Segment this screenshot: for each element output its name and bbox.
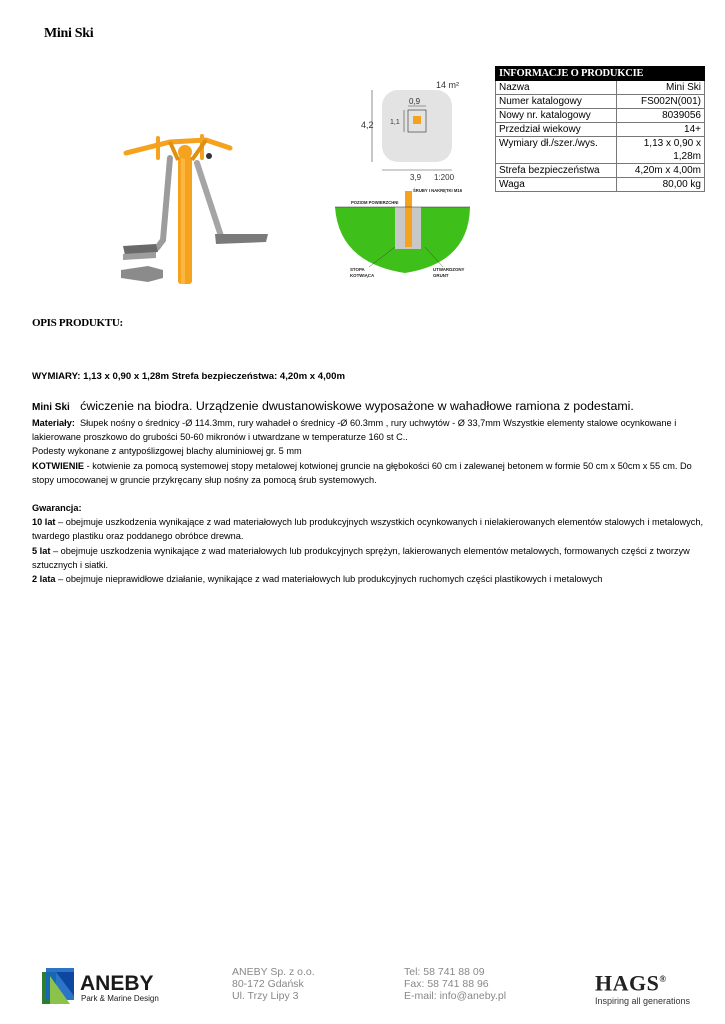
intro-paragraph <box>32 398 712 416</box>
base-plate <box>121 266 163 282</box>
table-row: Numer katalogowy FS002N(001) <box>496 95 705 109</box>
bolts-label: ŚRUBY I NAKRĘTKI M16 <box>413 188 463 193</box>
warranty-item: 5 lat – obejmuje uszkodzenia wynikające z wad materiałowych lub produkcyjnych sprężyn, lakierowanych elementów metalowych, formowanych części z tworzyw sztucznych i siatki. <box>32 545 690 570</box>
plan-inner-height-label: 1,1 <box>390 119 400 126</box>
anchoring-text: - kotwienie za pomocą systemowej stopy metalowej kotwionej gruncie na głębokości 60 cm i zalewanej betonem w formie 50 cm x 50cm x 55 cm. Do stopy umocowanej w gruncie przykręcany słup nośny za pomocą śrub systemowych. <box>32 460 692 485</box>
post-cross-section <box>405 191 412 247</box>
description-heading: OPIS PRODUKTU: <box>32 317 123 329</box>
footer-fax: Fax: 58 741 88 96 <box>404 978 489 990</box>
info-header: INFORMACJE O PRODUKCIE <box>496 67 705 81</box>
aneby-subtitle: Park & Marine Design <box>81 994 159 1003</box>
materials-label: Materiały: <box>32 418 75 428</box>
right-arm <box>197 163 221 236</box>
foundation-diagram <box>333 185 478 285</box>
plan-diagram <box>358 76 470 186</box>
anchoring-label: KOTWIENIE <box>32 460 85 471</box>
table-row: Wymiary dł./szer./wys. 1,13 x 0,90 x 1,28m <box>496 137 705 164</box>
footer-company: ANEBY Sp. z o.o. 80-172 Gdańsk Ul. Trzy Lipy 3 <box>232 966 315 1002</box>
plan-scale-label: 1:200 <box>434 173 455 182</box>
table-row: Waga 80,00 kg <box>496 178 705 192</box>
materials-text: Słupek nośny o średnicy -Ø 114.3mm, rury wahadeł o średnicy -Ø 60.3mm , rury uchwytów - Ø 33,7mm Wszystkie elementy stalowe ocynkowane i lakierowane proszkowo do grubości 50-60 mikronów i utwardzane w temperaturze 160 st C.. <box>32 418 677 443</box>
surface-label: POZIOM POWIERZCHNI <box>351 200 399 205</box>
anchor-label-1: STOPA <box>350 267 365 272</box>
intro-name: Mini Ski <box>32 402 70 413</box>
platforms-paragraph: Podesty wykonane z antypoślizgowej blachy aluminiowej gr. 5 mm <box>32 446 302 457</box>
handlebar <box>126 140 230 153</box>
footer-contact <box>404 966 506 1002</box>
footer-phone: Tel: 58 741 88 09 <box>404 966 485 978</box>
left-arm <box>157 158 170 248</box>
table-row: Nowy nr. katalogowy 8039056 <box>496 109 705 123</box>
footer-email: E-mail: info@aneby.pl <box>404 990 507 1002</box>
table-row: Strefa bezpieczeństwa 4,20m x 4,00m <box>496 164 705 178</box>
ground-label-2: GRUNT <box>433 273 449 278</box>
hags-logo: HAGS® Inspiring all generations <box>595 970 691 1007</box>
plan-width-label: 3,9 <box>410 173 422 182</box>
aneby-logo <box>42 966 167 1006</box>
right-platform <box>215 234 268 244</box>
anchoring-paragraph <box>32 459 712 487</box>
product-info-table <box>495 66 705 192</box>
warranty-item: 10 lat – obejmuje uszkodzenia wynikające z wad materiałowych lub produkcyjnych wszystkich ocynkowanych i nielakierowanych elementów stalowych i metalowych, twardego plastiku oraz poddanego obróbce drewna. <box>32 517 704 542</box>
intro-text: ćwiczenie na biodra. Urządzenie dwustanowiskowe wyposażone w wahadłowe ramiona z podestami. <box>80 399 634 413</box>
warranty-heading: Gwarancja: <box>32 503 82 514</box>
dimensions-line: WYMIARY: 1,13 x 0,90 x 1,28m Strefa bezpieczeństwa: 4,20m x 4,00m <box>32 371 346 382</box>
hags-tagline: Inspiring all generations <box>595 996 691 1007</box>
materials-paragraph <box>32 416 712 444</box>
page-title: Mini Ski <box>44 26 94 41</box>
product-image <box>118 128 278 288</box>
warranty-item: 2 lata – obejmuje nieprawidłowe działanie, wynikające z wad materiałowych lub produkcyjnych ruchomych części plastikowych i metalowych <box>32 574 603 585</box>
ground-label-1: UTWARDZONY <box>433 267 465 272</box>
plan-depth-label: 4,2 <box>361 120 374 130</box>
aneby-brand: ANEBY <box>80 972 154 995</box>
table-row: Nazwa Mini Ski <box>496 81 705 95</box>
plan-area-label: 14 m² <box>436 80 460 90</box>
table-row: Przedział wiekowy 14+ <box>496 123 705 137</box>
anchor-label-2: KOTWIĄCA <box>350 273 375 278</box>
description-body <box>32 398 712 586</box>
plan-inner-width-label: 0,9 <box>409 97 421 106</box>
